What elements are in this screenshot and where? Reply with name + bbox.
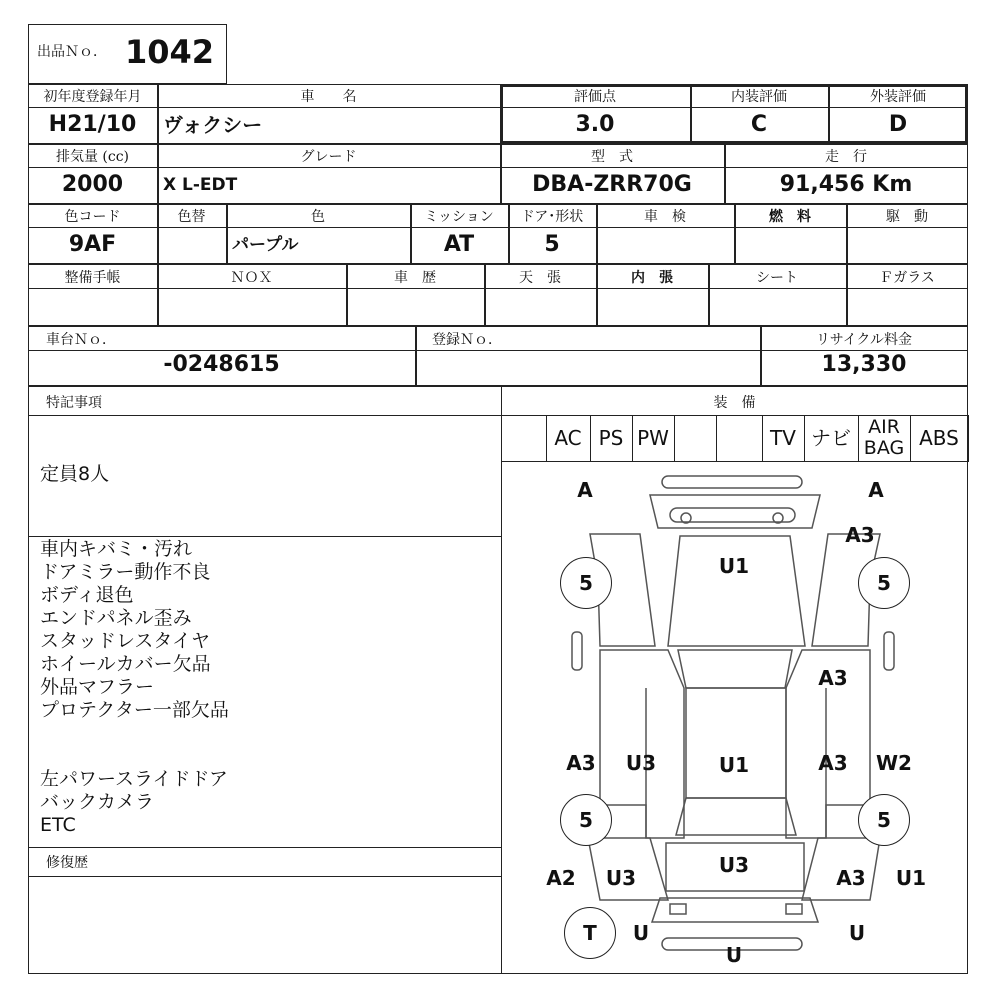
equipment-label: 装 備 xyxy=(713,395,756,411)
damage-code: A3 xyxy=(566,751,596,775)
seat-label: シート xyxy=(756,270,798,286)
equipment-item: ナビ xyxy=(811,426,851,450)
damage-code: A3 xyxy=(845,523,875,547)
equipment-cell xyxy=(858,415,911,462)
equipment-cell xyxy=(804,415,859,462)
equipment-cell xyxy=(546,415,591,462)
model-value: DBA-ZRR70G xyxy=(532,172,692,197)
chassis-no-value: -0248615 xyxy=(163,352,280,377)
damage-code: A3 xyxy=(818,666,848,690)
maintenance-label: 整備手帳 xyxy=(64,270,121,286)
recycle-fee-value: 13,330 xyxy=(821,352,907,377)
tire-condition-circle: 5 xyxy=(858,557,910,609)
equipment-cell xyxy=(632,415,675,462)
car-name-label: 車 名 xyxy=(300,89,357,105)
recycle-fee-label: リサイクル料金 xyxy=(815,332,913,348)
exterior-value: D xyxy=(888,112,908,137)
history-label: 車 歴 xyxy=(394,270,436,286)
interior-value: C xyxy=(750,112,768,137)
damage-code: U3 xyxy=(718,853,750,877)
repair-history-label: 修復歴 xyxy=(46,855,88,871)
sunroof-label: 天 張 xyxy=(519,270,561,286)
damage-code: U1 xyxy=(895,866,927,890)
damage-code: U xyxy=(848,921,866,945)
special-notes-label: 特記事項 xyxy=(46,395,102,411)
interior-trim-label: 内 張 xyxy=(631,270,673,286)
damage-code: W2 xyxy=(876,751,912,775)
inspection-label: 車 検 xyxy=(644,209,686,225)
damage-code: A2 xyxy=(546,866,576,890)
color-value: パープル xyxy=(232,235,299,255)
damage-code: U3 xyxy=(605,866,637,890)
car-name-value: ヴォクシー xyxy=(163,113,263,137)
equipment-item: PS xyxy=(598,426,624,450)
tire-condition-circle: 5 xyxy=(858,794,910,846)
equipment-item: PW xyxy=(637,426,669,450)
door-shape-label: ドア･形状 xyxy=(520,209,584,225)
tire-condition-circle: T xyxy=(564,907,616,959)
f-glass-label: Ｆガラス xyxy=(879,270,935,286)
damage-code: U1 xyxy=(718,554,750,578)
score-value: 3.0 xyxy=(575,112,615,137)
tire-condition-circle: 5 xyxy=(560,557,612,609)
damage-code: A xyxy=(577,478,593,502)
tire-condition-circle: 5 xyxy=(560,794,612,846)
color-code-value: 9AF xyxy=(68,232,117,257)
first-reg-label: 初年度登録年月 xyxy=(43,89,142,105)
mileage-label: 走 行 xyxy=(825,149,867,165)
grade-label: グレード xyxy=(300,149,357,165)
equipment-item: TV xyxy=(770,426,796,450)
damage-code: A3 xyxy=(818,751,848,775)
lot-number: 1042 xyxy=(125,33,215,71)
damage-code: U xyxy=(632,921,650,945)
interior-label: 内装評価 xyxy=(731,89,787,105)
damage-code: A xyxy=(868,478,884,502)
damage-code: U xyxy=(725,943,743,967)
model-label: 型 式 xyxy=(591,149,633,165)
score-label: 評価点 xyxy=(574,89,616,105)
transmission-label: ミッション xyxy=(424,209,494,225)
damage-code: A3 xyxy=(836,866,866,890)
door-shape-value: 5 xyxy=(544,232,560,257)
grade-value: X L-EDT xyxy=(163,175,238,195)
equipment-cell xyxy=(762,415,805,462)
equipment-item: ABS xyxy=(919,426,959,450)
reg-no-label: 登録Ｎｏ． xyxy=(432,332,502,348)
equipment-cell xyxy=(501,415,547,462)
notes-block-1: 定員8人 xyxy=(40,463,110,485)
damage-code: U1 xyxy=(718,753,750,777)
equipment-cell xyxy=(590,415,633,462)
color-code-label: 色コード xyxy=(64,209,121,225)
first-reg-value: H21/10 xyxy=(48,112,137,137)
mileage-value: 91,456 Km xyxy=(779,172,913,197)
equipment-cell xyxy=(716,415,763,462)
drive-label: 駆 動 xyxy=(886,209,928,225)
equipment-cell xyxy=(910,415,969,462)
nox-label: ＮＯＸ xyxy=(230,270,273,286)
displacement-label: 排気量 (cc) xyxy=(55,149,130,165)
equipment-item: AIR BAG xyxy=(863,416,905,459)
damage-code: U3 xyxy=(625,751,657,775)
notes-block-2: 車内キバミ・汚れ ドアミラー動作不良 ボディ退色 エンドパネル歪み スタッドレスタイヤ ホイールカバー欠品 外品マフラー プロテクター一部欠品 xyxy=(40,538,229,721)
lot-label: 出品Ｎｏ． xyxy=(37,44,107,60)
color-label: 色 xyxy=(311,209,325,225)
transmission-value: AT xyxy=(443,232,475,257)
equipment-item: AC xyxy=(554,426,582,450)
fuel-label: 燃 料 xyxy=(769,209,811,225)
notes-block-3: 左パワースライドドア バックカメラ ETC xyxy=(40,768,228,836)
chassis-no-label: 車台Ｎｏ． xyxy=(46,332,116,348)
color-change-label: 色替 xyxy=(177,209,206,225)
displacement-value: 2000 xyxy=(61,172,124,197)
exterior-label: 外装評価 xyxy=(870,89,926,105)
equipment-cell xyxy=(674,415,717,462)
